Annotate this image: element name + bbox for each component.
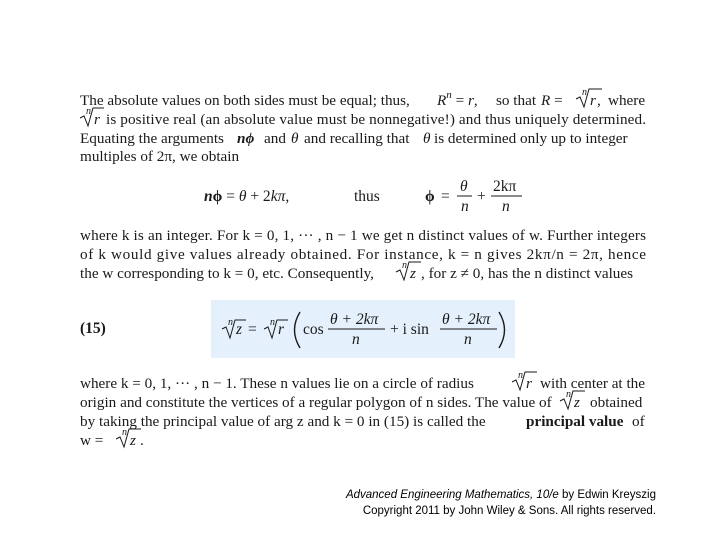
- book-author: by Edwin Kreyszig: [562, 489, 656, 501]
- eq1-frac2-num: 2kπ: [493, 178, 517, 195]
- svg-text:n: n: [86, 106, 91, 117]
- nth-root-z-3: [560, 389, 585, 411]
- eq1-thus: thus: [354, 188, 380, 205]
- p3-line3-c: of: [632, 413, 645, 430]
- p3-line2: origin and constitute the vertices of a regular polygon of n sides. The value of: [80, 394, 552, 411]
- svg-text:,: ,: [597, 92, 601, 109]
- p1-theta-2: θ: [423, 130, 431, 147]
- svg-text:n: n: [270, 317, 275, 328]
- eq15-isin: + i sin: [390, 321, 429, 338]
- p1-line3-d: is determined only up to integer: [434, 130, 628, 147]
- svg-text:r: r: [590, 92, 596, 109]
- equation-15-number: (15): [80, 320, 106, 337]
- svg-text:n: n: [518, 370, 523, 381]
- svg-text:n: n: [402, 260, 407, 271]
- eq15-equals: =: [248, 321, 257, 338]
- eq1-phi: ϕ: [425, 188, 435, 205]
- svg-text:z: z: [236, 321, 243, 338]
- p3-line2-b: obtained: [590, 394, 643, 411]
- eq1-frac2-den: n: [502, 198, 510, 215]
- svg-text:z: z: [410, 265, 416, 282]
- nth-root-z-4: [116, 427, 144, 449]
- p3-line4: w =: [80, 432, 104, 449]
- p1-nphi: nϕ: [237, 130, 255, 147]
- eq1-frac1-num: θ: [460, 178, 468, 195]
- p1-R-eq: $R^n = r$,: [437, 89, 478, 109]
- credit-line-1: [346, 489, 656, 501]
- p1-line2: is positive real (an absolute value must be nonnegative!) and thus uniquely determined.: [106, 111, 646, 128]
- p3-line1-a: where k = 0, 1, ··· , n − 1. These n values lie on a circle of radius: [80, 375, 474, 392]
- p2-line3-b: , for z ≠ 0, has the n distinct values: [421, 265, 634, 282]
- p1-line4: multiples of 2π, we obtain: [80, 148, 240, 165]
- svg-text:n: n: [582, 87, 587, 98]
- eq1-equals: =: [441, 188, 450, 205]
- p3-line3-a: by taking the principal value of arg z and k = 0 in (15) is called the: [80, 413, 486, 430]
- svg-text:.: .: [140, 432, 144, 449]
- p1-R-root: R =: [541, 92, 563, 109]
- p3-principal-value: principal value: [526, 413, 624, 430]
- eq1-lhs: nϕ = θ + 2kπ,: [204, 188, 290, 205]
- p1-line1-b: so that: [496, 92, 537, 109]
- svg-text:r: r: [278, 321, 285, 338]
- eq15-den-1: n: [352, 331, 360, 348]
- p3-line1-b: with center at the: [540, 375, 645, 392]
- p2-line2: of k would give values already obtained. For instance, k = n gives 2kπ/n = 2π, hence: [80, 246, 646, 263]
- p1-line1-c: where: [608, 92, 646, 109]
- eq15-num-2: θ + 2kπ: [442, 311, 491, 328]
- credit-copyright: Copyright 2011 by John Wiley & Sons. All rights reserved.: [362, 505, 656, 517]
- eq15-cos: cos: [303, 321, 324, 338]
- p2-line1: where k is an integer. For k = 0, 1, ··· , n − 1 we get n distinct values of w. Further integers: [80, 227, 646, 244]
- svg-text:z: z: [574, 394, 580, 411]
- nth-root-r-3: [512, 370, 537, 392]
- svg-text:n: n: [228, 317, 233, 328]
- svg-text:r: r: [94, 111, 100, 128]
- eq15-den-2: n: [464, 331, 472, 348]
- svg-text:r: r: [526, 375, 532, 392]
- eq15-num-1: θ + 2kπ: [330, 311, 379, 328]
- p1-line3-a: Equating the arguments: [80, 130, 224, 147]
- book-title: Advanced Engineering Mathematics, 10/e: [345, 489, 559, 501]
- svg-text:z: z: [130, 432, 136, 449]
- eq1-plus: +: [477, 188, 486, 205]
- p2-line3-a: the w corresponding to k = 0, etc. Consequently,: [80, 265, 374, 282]
- svg-text:n: n: [122, 427, 127, 438]
- p1-line1-a: The absolute values on both sides must be equal; thus,: [80, 92, 410, 109]
- p1-theta-1: θ: [291, 130, 299, 147]
- eq1-frac1-den: n: [461, 198, 469, 215]
- p1-line3-b: and: [264, 130, 286, 147]
- p1-line3-c: and recalling that: [304, 130, 410, 147]
- svg-text:n: n: [566, 389, 571, 400]
